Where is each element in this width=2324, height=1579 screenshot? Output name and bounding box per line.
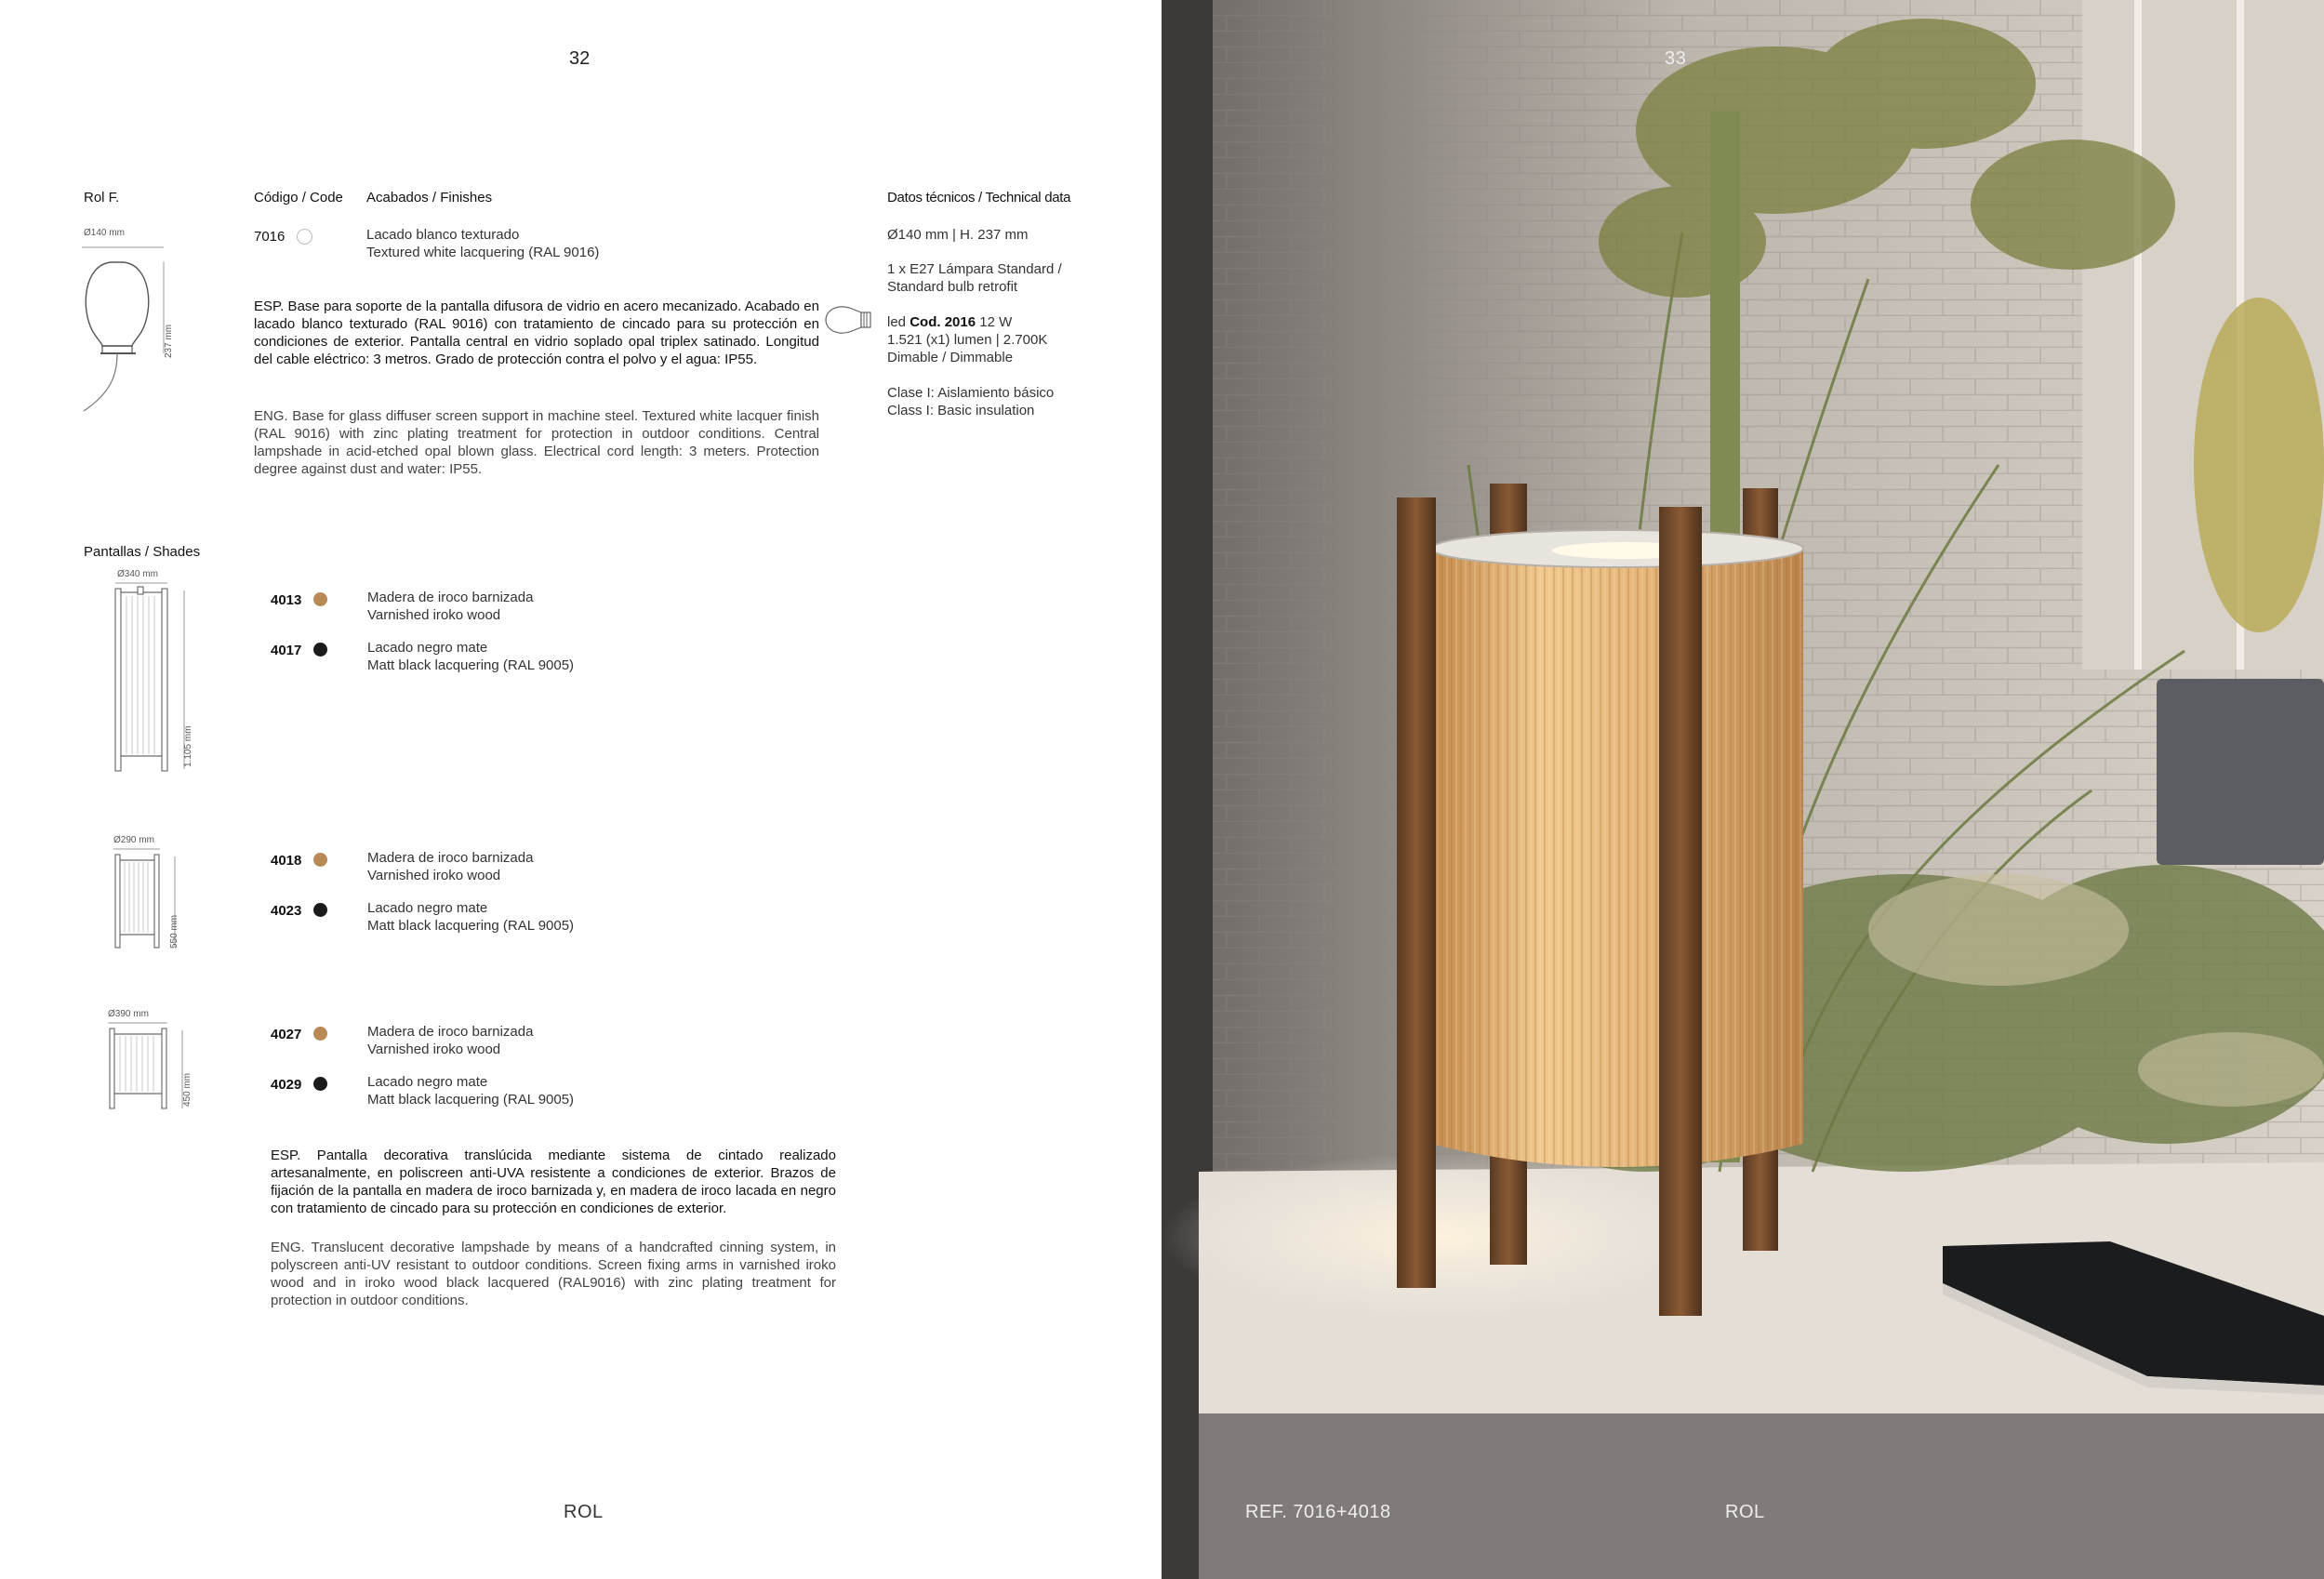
tech-led-line [887,313,1012,331]
tech-lumen: 1.521 (x1) lumen | 2.700K [887,332,1048,348]
finishes-column-header: Acabados / Finishes [366,190,493,206]
shade-3-diameter: Ø390 mm [108,1009,149,1019]
black-swatch-icon [313,643,327,657]
shade-2-height: 550 mm [169,914,179,949]
shade-finish-es: Lacado negro mate [367,640,488,656]
shade-finish-es: Madera de iroco barnizada [367,590,534,605]
shades-description-en: ENG. Translucent decorative lampshade by means of a handcrafted cinning system, in polyscreen anti-UV resistant to outdoor conditions. Screen fixing arms in varnished iroko wood and in iroko wood black lacquered (RAL9016) with zinc plating treatment for protection in outdoor conditions. [271,1240,836,1308]
base-finish-en: Textured white lacquering (RAL 9016) [366,245,600,260]
code-column-header: Código / Code [254,190,343,206]
footer-right: ROL [1725,1502,1765,1522]
shade-finish-en: Varnished iroko wood [367,607,501,623]
led-prefix: led [887,314,907,330]
white-swatch-icon [297,229,312,245]
base-height-label: 237 mm [164,324,174,358]
tech-class-es: Clase I: Aislamiento básico [887,385,1055,401]
base-description-es: ESP. Base para soporte de la pantalla difusora de vidrio en acero mecanizado. Acabado en lacado blanco texturado (RAL 9016) con tratamiento de cincado para su protección en condiciones de exterior. Pantalla central en vidrio soplado opal triplex satinado. Longitud del cable eléctrico: 3 metros. Grado de protección contra el polvo y el agua: IP55. [254,299,819,367]
base-diameter-label: Ø140 mm [84,228,125,238]
shade-finish-en: Matt black lacquering (RAL 9005) [367,657,575,673]
tech-bulb-line1: 1 x E27 Lámpara Standard / [887,261,1062,277]
shade-code-4013: 4013 [271,592,302,608]
base-code: 7016 [254,229,286,245]
tech-bulb-line2: Standard bulb retrofit [887,279,1018,295]
shade-finish-en: Varnished iroko wood [367,1042,501,1057]
led-code: Cod. 2016 [910,314,976,330]
tech-class-en: Class I: Basic insulation [887,403,1035,418]
shades-label: Pantallas / Shades [84,544,201,560]
shade-code-4027: 4027 [271,1027,302,1042]
shade-code-4023: 4023 [271,903,302,919]
black-swatch-icon [313,903,327,917]
bulb-icon [824,303,882,337]
shade-finish-es: Madera de iroco barnizada [367,850,534,866]
shade-finish-es: Madera de iroco barnizada [367,1024,534,1040]
base-description-en: ENG. Base for glass diffuser screen support in machine steel. Textured white lacquer finish (RAL 9016) with zinc plating treatment for protection in outdoor conditions. Central lampshade in acid-etched opal blown glass. Electrical cord length: 3 meters. Protection degree against dust and water: IP55. [254,408,819,477]
right-page-photo [1162,0,2324,1579]
footer-left: ROL [564,1502,604,1522]
shade-code-4018: 4018 [271,853,302,869]
shade-1-drawing [110,583,193,769]
shade-finish-en: Varnished iroko wood [367,868,501,883]
shade-code-4017: 4017 [271,643,302,658]
reference-label: REF. 7016+4018 [1245,1502,1391,1522]
shade-finish-es: Lacado negro mate [367,900,488,916]
shade-3-height: 450 mm [182,1072,193,1107]
shade-2-drawing [110,849,193,951]
technical-data-header: Datos técnicos / Technical data [887,190,1071,206]
lamp-scene-photo [1162,0,2324,1579]
iroko-swatch-icon [313,853,327,867]
shade-2-diameter: Ø290 mm [113,835,154,845]
black-swatch-icon [313,1077,327,1091]
shades-description-es: ESP. Pantalla decorativa translúcida mediante sistema de cintado realizado artesanalmente, en poliscreen anti-UVA resistente a condiciones de exterior. Brazos de fijación de la pantalla en madera de iroco barnizada y, en madera de iroco lacada en negro con tratamiento de cincado para su protección en condiciones de exterior. [271,1148,836,1216]
shade-finish-en: Matt black lacquering (RAL 9005) [367,918,575,934]
led-watt: 12 W [979,314,1013,330]
iroko-swatch-icon [313,592,327,606]
base-finish-es: Lacado blanco texturado [366,227,520,243]
shade-finish-es: Lacado negro mate [367,1074,488,1090]
shade-1-height: 1.105 mm [183,725,193,767]
shade-code-4029: 4029 [271,1077,302,1093]
page-number-left: 32 [569,48,591,69]
shade-finish-en: Matt black lacquering (RAL 9005) [367,1092,575,1108]
page-number-right: 33 [1665,48,1687,69]
tech-dimmable: Dimable / Dimmable [887,350,1014,365]
shade-1-diameter: Ø340 mm [117,569,158,579]
iroko-swatch-icon [313,1027,327,1041]
tech-dimensions: Ø140 mm | H. 237 mm [887,227,1029,243]
product-label: Rol F. [84,190,120,206]
